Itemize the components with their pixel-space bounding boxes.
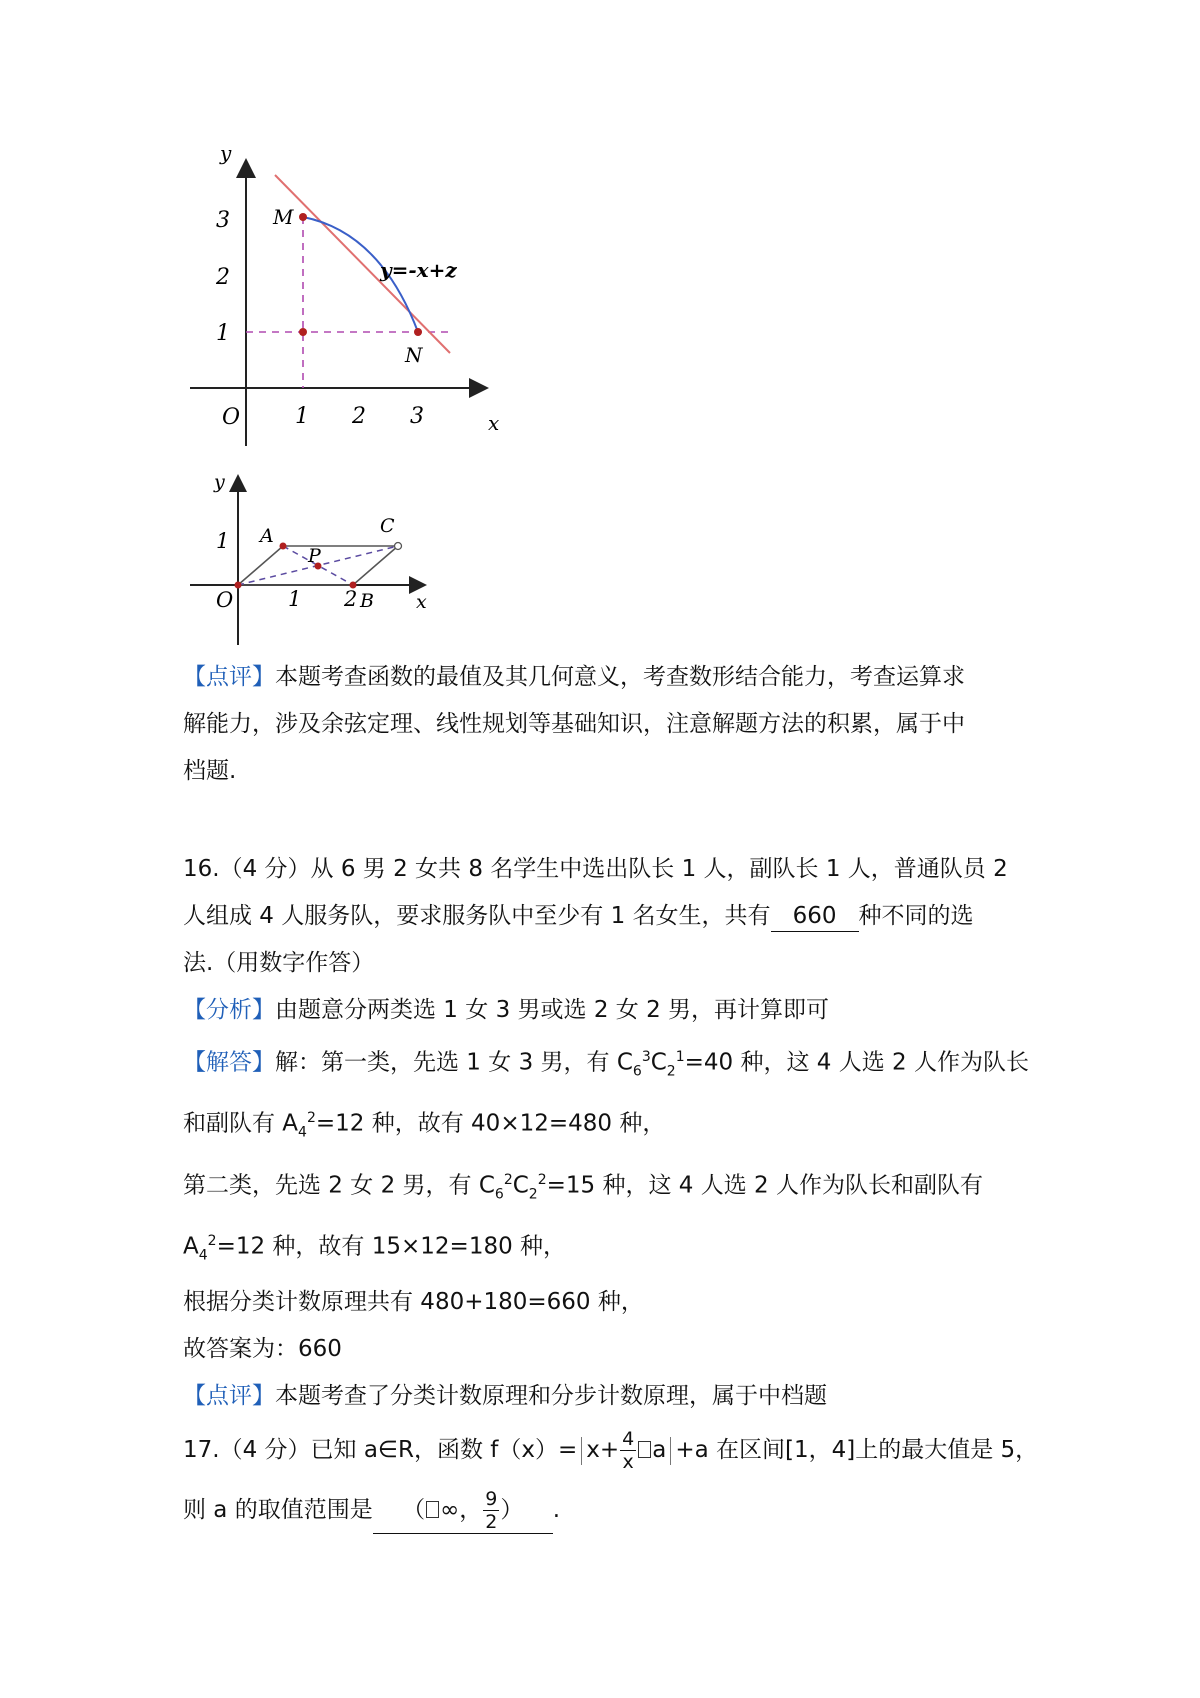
point-n-dot — [414, 328, 422, 336]
abs-bar — [581, 1437, 582, 1465]
q16-review: 【点评】本题考查了分类计数原理和分步计数原理，属于中档题 — [183, 1383, 827, 1409]
y-tick-1: 1 — [216, 529, 230, 553]
point-c-label: C — [380, 515, 395, 537]
q16-analysis: 【分析】由题意分两类选 1 女 3 男或选 2 女 2 男，再计算即可 — [183, 997, 830, 1023]
fraction: $\frac{9}{2}$ — [485, 1488, 498, 1533]
y-axis-label: y — [220, 150, 232, 165]
x-tick-1: 1 — [295, 404, 309, 429]
q16-solution-line: 第二类，先选 2 女 2 男，有 $C_6^2C_2^2=15$ 种，这 4 人选 2 人作为队长和副队有 — [183, 1171, 984, 1202]
q15-review — [183, 654, 1033, 795]
answer-blank: （ ∞， $\frac{9}{2}$ ） — [373, 1488, 553, 1534]
point-a-label: A — [260, 525, 274, 547]
figure-curve-graph — [180, 150, 520, 450]
missing-glyph-box — [638, 1441, 651, 1458]
q16-solution-line: 故答案为：660 — [183, 1336, 342, 1362]
y-axis-label: y — [214, 471, 225, 493]
solution-tag: 【解答】 — [183, 1049, 275, 1076]
x-tick-3: 3 — [410, 404, 424, 429]
q16-solution-line: 和副队有 $A_4^2=12$ 种，故有 40×12=480 种， — [183, 1110, 666, 1141]
x-axis-label: x — [488, 411, 500, 435]
point-1-1-dot — [299, 328, 307, 336]
y-tick-2: 2 — [216, 265, 230, 290]
point-m-label: M — [273, 205, 294, 229]
q16-solution-line: $A_4^2=12$ 种，故有 15×12=180 种， — [183, 1232, 567, 1263]
q17-block — [183, 1420, 1039, 1540]
y-tick-1: 1 — [216, 321, 230, 346]
analysis-tag: 【分析】 — [183, 997, 275, 1023]
point-c-dot — [395, 543, 402, 550]
missing-glyph-box — [426, 1501, 439, 1518]
point-o-dot — [235, 582, 242, 589]
line-equation-label: y=-x+z — [380, 258, 457, 282]
review-text: 解能力，涉及余弦定理、线性规划等基础知识，注意解题方法的积累，属于中 — [183, 711, 965, 737]
abs-bar — [670, 1437, 671, 1465]
review-text: 本题考查函数的最值及其几何意义，考查数形结合能力，考查运算求 — [275, 664, 965, 690]
answer-blank: 660 — [771, 901, 859, 932]
x-tick-1: 1 — [288, 587, 302, 611]
fraction: $\frac{4}{x}$ — [622, 1428, 635, 1473]
review-text: 档题. — [183, 758, 237, 784]
origin-label: O — [222, 405, 241, 430]
q16-solution-line: 【解答】解：第一类，先选 1 女 3 男，有 $C_6^3C_2^1=40$ 种，这 4 人选 2 人作为队长 — [183, 1049, 1030, 1080]
q16-stem-line: 法.（用数字作答） — [183, 950, 375, 976]
q16-stem-line: 人组成 4 人服务队，要求服务队中至少有 1 名女生，共有 660 种不同的选 — [183, 893, 1033, 940]
q16-solution-line: 根据分类计数原理共有 480+180=660 种， — [183, 1289, 644, 1315]
point-p-label: P — [308, 545, 321, 567]
y-tick-3: 3 — [216, 208, 230, 233]
q16-block — [183, 846, 1033, 1420]
point-b-label: B — [360, 590, 374, 612]
q16-stem-line: 16.（4 分）从 6 男 2 女共 8 名学生中选出队长 1 人，副队长 1 人，普通队员 2 — [183, 856, 1008, 882]
review-tag: 【点评】 — [183, 1383, 275, 1409]
x-tick-2: 2 — [352, 404, 366, 429]
review-tag: 【点评】 — [183, 664, 275, 690]
q17-stem-line: 17.（4 分）已知 a∈R，函数 f（x）= x+ $\frac{4}{x}$ a +a 在区间[1，4]上的最大值是 5， — [183, 1428, 1039, 1473]
x-tick-2: 2 — [344, 587, 358, 611]
figure-parallelogram — [180, 470, 450, 650]
q17-stem-line: 则 a 的取值范围是 （ ∞， $\frac{9}{2}$ ） . — [183, 1488, 561, 1533]
point-n-label: N — [405, 343, 423, 367]
point-a-dot — [280, 543, 287, 550]
point-m-dot — [299, 213, 307, 221]
origin-label: O — [216, 588, 234, 612]
x-axis-label: x — [416, 591, 427, 613]
